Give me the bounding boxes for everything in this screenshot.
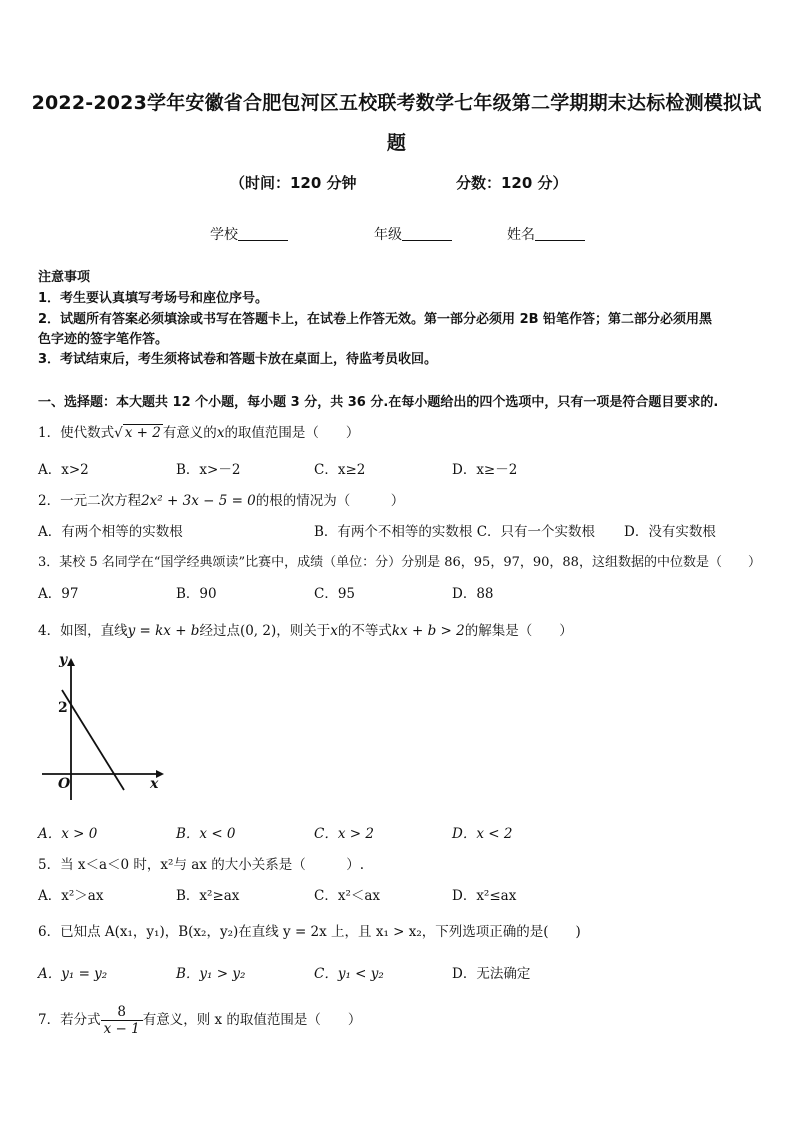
y-axis-arrow	[67, 658, 75, 666]
note-item-2: 2．试题所有答案必须填涂或书写在答题卡上，在试卷上作答无效。第一部分必须用 2B 铅笔作答；第二部分必须用黑	[38, 312, 713, 327]
question-1: 1．使代数式√ x + 2 有意义的x的取值范围是（ ）	[38, 425, 360, 441]
radicand: x + 2	[124, 425, 161, 441]
school-label: 学校	[210, 227, 238, 243]
school-blank	[238, 226, 288, 241]
q4-option-b: B．x < 0	[176, 826, 236, 842]
q3-option-d: D．88	[452, 586, 494, 602]
q3-option-a: A．97	[38, 586, 79, 602]
note-item-2-cont: 色字迹的签字笔作答。	[38, 332, 169, 347]
notes-heading: 注意事项	[38, 270, 91, 285]
note-item-1: 1．考生要认真填写考场号和座位序号。	[38, 291, 269, 306]
question-2: 2．一元二次方程2x² + 3x − 5 = 0的根的情况为（ ）	[38, 493, 405, 509]
q5-option-c: C．x²＜ax	[314, 888, 381, 904]
grade-field	[374, 224, 452, 244]
q5-option-a: A．x²＞ax	[38, 888, 104, 904]
q5-option-b: B．x²≥ax	[176, 888, 240, 904]
question-6: 6．已知点 A(x₁，y₁)，B(x₂，y₂)在直线 y = 2x 上，且 x₁ > x₂，下列选项正确的是( )	[38, 924, 581, 940]
q1-option-d: D．x≥－2	[452, 462, 518, 478]
grade-blank	[402, 226, 452, 241]
q4-option-c: C．x > 2	[314, 826, 374, 842]
exam-score: 分数：120 分）	[456, 174, 568, 192]
y-axis-label: y	[59, 652, 68, 668]
exam-time: （时间：120 分钟	[230, 174, 357, 192]
q1-option-a: A．x>2	[38, 462, 89, 478]
q7-denominator: x − 1	[103, 1021, 140, 1037]
q7-numerator: 8	[101, 1004, 143, 1021]
q1-option-b: B．x>－2	[176, 462, 241, 478]
sqrt-symbol: √	[114, 425, 123, 441]
q3-option-b: B．90	[176, 586, 217, 602]
origin-label: O	[58, 776, 71, 792]
grade-label: 年级	[374, 227, 402, 243]
section-heading: 一、选择题：本大题共 12 个小题，每小题 3 分，共 36 分.在每小题给出的四个选项中，只有一项是符合题目要求的.	[38, 395, 719, 410]
question-5: 5．当 x＜a＜0 时，x²与 ax 的大小关系是（ ）.	[38, 857, 364, 873]
q2-equation: 2x² + 3x − 5 = 0	[141, 493, 256, 509]
q6-option-a: A．y₁ = y₂	[38, 966, 108, 982]
q6-option-b: B．y₁ > y₂	[176, 966, 246, 982]
q7-fraction	[101, 1004, 143, 1037]
question-4: 4．如图，直线y = kx + b经过点(0, 2)，则关于x的不等式kx + b > 2的解集是（ ）	[38, 623, 573, 639]
q2-option-d: D．没有实数根	[624, 524, 716, 540]
question-7: 7．若分式 $\frac{8}{x - 1}$ 有意义，则 x 的取值范围是（ ）	[38, 1004, 362, 1037]
q3-option-c: C．95	[314, 586, 356, 602]
q6-option-d: D．无法确定	[452, 966, 531, 982]
name-label: 姓名	[507, 227, 535, 243]
y-intercept-label: 2	[58, 700, 68, 716]
q2-option-a: A．有两个相等的实数根	[38, 524, 183, 540]
q4-graph	[38, 652, 168, 802]
exam-title: 2022-2023学年安徽省合肥包河区五校联考数学七年级第二学期期末达标检测模拟试	[31, 92, 762, 114]
q4-option-a: A．x > 0	[38, 826, 98, 842]
q2-option-bc: B．有两个不相等的实数根 C．只有一个实数根	[314, 524, 596, 540]
note-item-3: 3．考试结束后，考生须将试卷和答题卡放在桌面上，待监考员收回。	[38, 352, 438, 367]
school-field	[210, 224, 288, 244]
q5-option-d: D．x²≤ax	[452, 888, 517, 904]
question-3: 3．某校 5 名同学在“国学经典颂读”比赛中，成绩（单位：分）分别是 86，95，97，90，88，这组数据的中位数是（ ）	[38, 555, 761, 570]
exam-title-continued: 题	[386, 132, 407, 154]
name-field	[507, 224, 585, 244]
q4-option-d: D．x < 2	[452, 826, 513, 842]
name-blank	[535, 226, 585, 241]
q6-option-c: C．y₁ < y₂	[314, 966, 384, 982]
q1-option-c: C．x≥2	[314, 462, 366, 478]
x-axis-label: x	[150, 776, 159, 792]
